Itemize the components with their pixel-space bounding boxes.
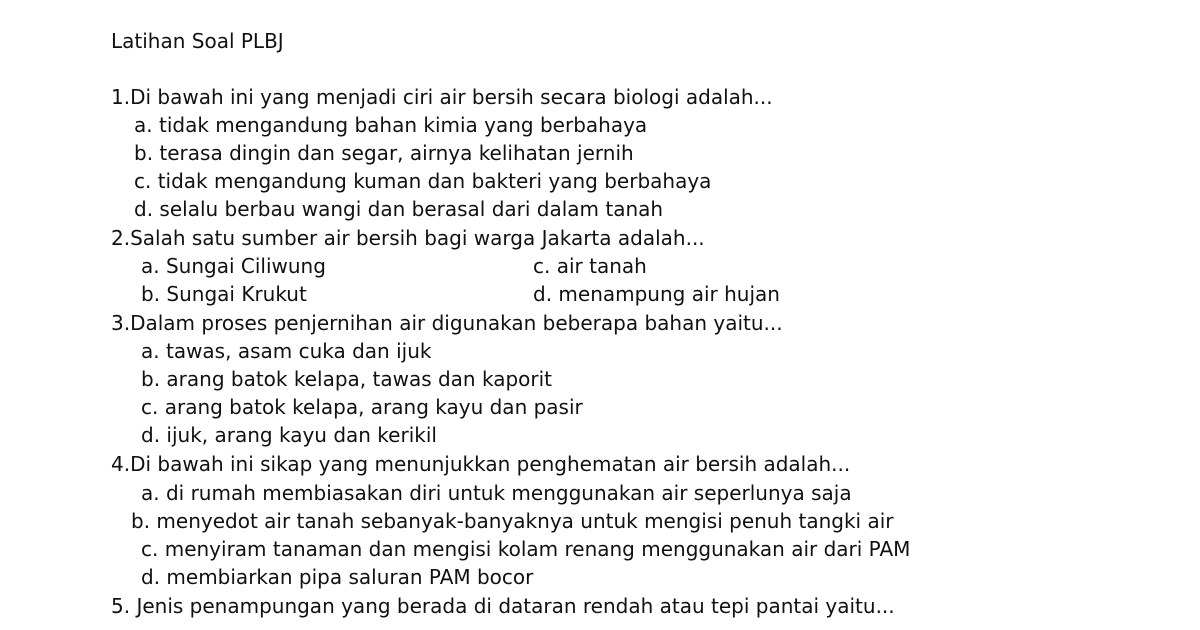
q2-option-b: b. Sungai Krukut: [141, 282, 307, 306]
question-3: 3.Dalam proses penjernihan air digunakan beberapa bahan yaitu...: [111, 311, 783, 335]
q1-option-a: a. tidak mengandung bahan kimia yang berbahaya: [134, 113, 648, 137]
q1-option-c: c. tidak mengandung kuman dan bakteri yang berbahaya: [134, 169, 712, 193]
q4-option-d: d. membiarkan pipa saluran PAM bocor: [141, 565, 534, 589]
q1-option-d: d. selalu berbau wangi dan berasal dari dalam tanah: [134, 197, 664, 221]
q3-option-a: a. tawas, asam cuka dan ijuk: [141, 339, 432, 363]
q2-option-c: c. air tanah: [533, 254, 647, 278]
q3-option-b: b. arang batok kelapa, tawas dan kaporit: [141, 367, 553, 391]
question-5: 5. Jenis penampungan yang berada di dataran rendah atau tepi pantai yaitu...: [111, 594, 895, 618]
q3-option-c: c. arang batok kelapa, arang kayu dan pasir: [141, 395, 583, 419]
question-2: 2.Salah satu sumber air bersih bagi warga Jakarta adalah...: [111, 226, 705, 250]
q1-option-b: b. terasa dingin dan segar, airnya kelihatan jernih: [134, 141, 634, 165]
q2-option-a: a. Sungai Ciliwung: [141, 254, 326, 278]
q4-option-a: a. di rumah membiasakan diri untuk menggunakan air seperlunya saja: [141, 481, 852, 505]
question-1: 1.Di bawah ini yang menjadi ciri air bersih secara biologi adalah...: [111, 85, 773, 109]
q4-option-c: c. menyiram tanaman dan mengisi kolam renang menggunakan air dari PAM: [141, 537, 911, 561]
question-4: 4.Di bawah ini sikap yang menunjukkan penghematan air bersih adalah...: [111, 452, 851, 476]
q2-option-d: d. menampung air hujan: [533, 282, 780, 306]
q4-option-b: b. menyedot air tanah sebanyak-banyaknya untuk mengisi penuh tangki air: [131, 509, 894, 533]
page-title: Latihan Soal PLBJ: [111, 29, 284, 53]
q3-option-d: d. ijuk, arang kayu dan kerikil: [141, 423, 437, 447]
